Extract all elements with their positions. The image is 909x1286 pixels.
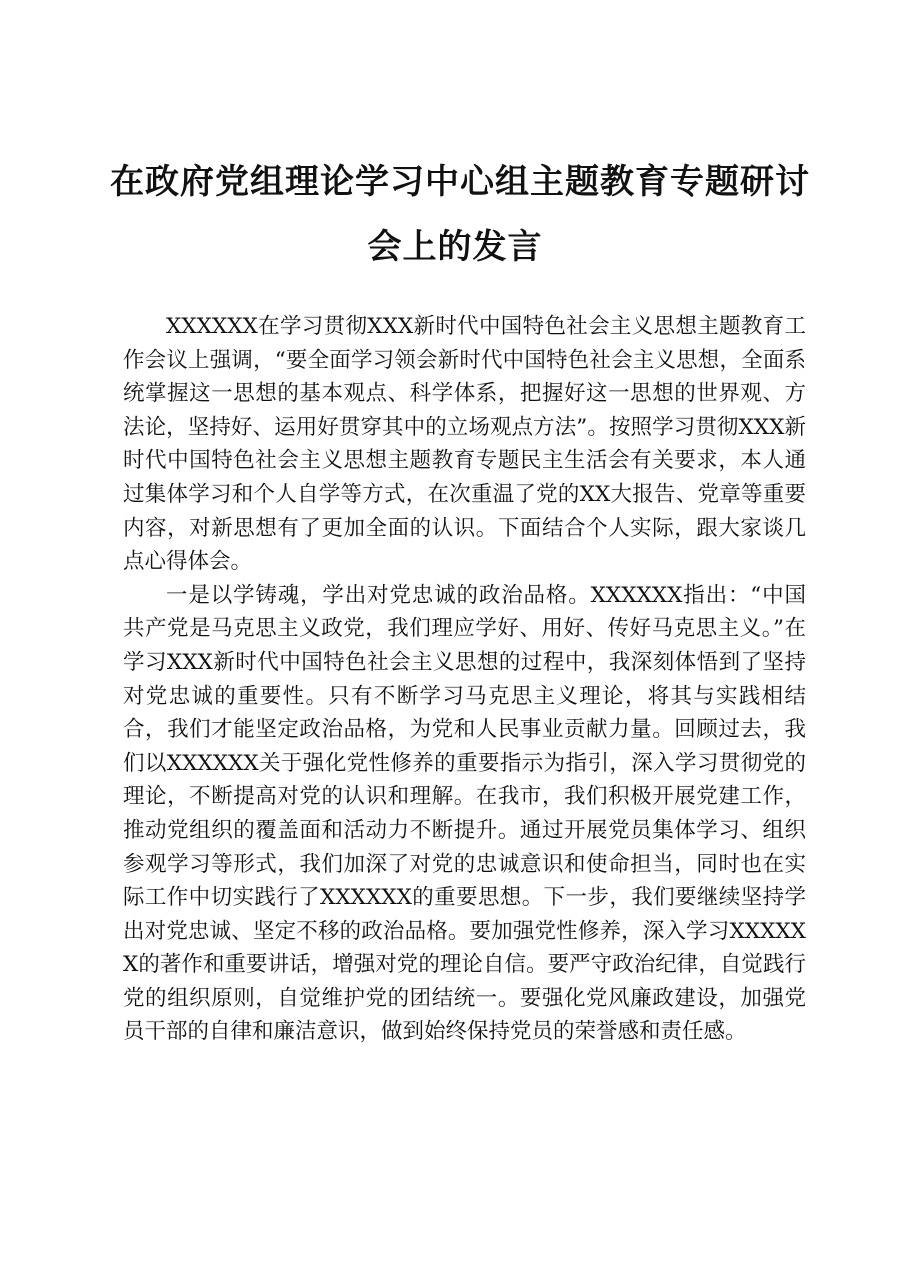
document-title-line-1: 在政府党组理论学习中心组主题教育专题研讨 bbox=[110, 162, 810, 202]
document-body bbox=[123, 310, 806, 1049]
body-paragraph-2: 一是以学铸魂，学出对党忠诚的政治品格。XXXXXX指出：“中国共产党是马克思主义政党，我们理应学好、用好、传好马克思主义。”在学习XXX新时代中国特色社会主义思想的过程中，我深刻体悟到了坚持对党忠诚的重要性。只有不断学习马克思主义理论，将其与实践相结合，我们才能坚定政治品格，为党和人民事业贡献力量。回顾过去，我们以XXXXXX关于强化党性修养的重要指示为指引，深入学习贯彻党的理论，不断提高对党的认识和理解。在我市，我们积极开展党建工作，推动党组织的覆盖面和活动力不断提升。通过开展党员集体学习、组织参观学习等形式，我们加深了对党的忠诚意识和使命担当，同时也在实际工作中切实践行了XXXXXX的重要思想。下一步，我们要继续坚持学出对党忠诚、坚定不移的政治品格。要加强党性修养，深入学习XXXXXX的著作和重要讲话，增强对党的理论自信。要严守政治纪律，自觉践行党的组织原则，自觉维护党的团结统一。要强化党风廉政建设，加强党员干部的自律和廉洁意识，做到始终保持党员的荣誉感和责任感。 bbox=[123, 582, 806, 1045]
body-paragraph-1: XXXXXX在学习贯彻XXX新时代中国特色社会主义思想主题教育工作会议上强调，“要全面学习领会新时代中国特色社会主义思想，全面系统掌握这一思想的基本观点、科学体系，把握好这一思想的世界观、方法论，坚持好、运用好贯穿其中的立场观点方法”。按照学习贯彻XXX新时代中国特色社会主义思想主题教育专题民主生活会有关要求，本人通过集体学习和个人自学等方式，在次重温了党的XX大报告、党章等重要内容，对新思想有了更加全面的认识。下面结合个人实际，跟大家谈几点心得体会。 bbox=[123, 314, 806, 575]
document-title-line-2: 会上的发言 bbox=[367, 227, 543, 267]
